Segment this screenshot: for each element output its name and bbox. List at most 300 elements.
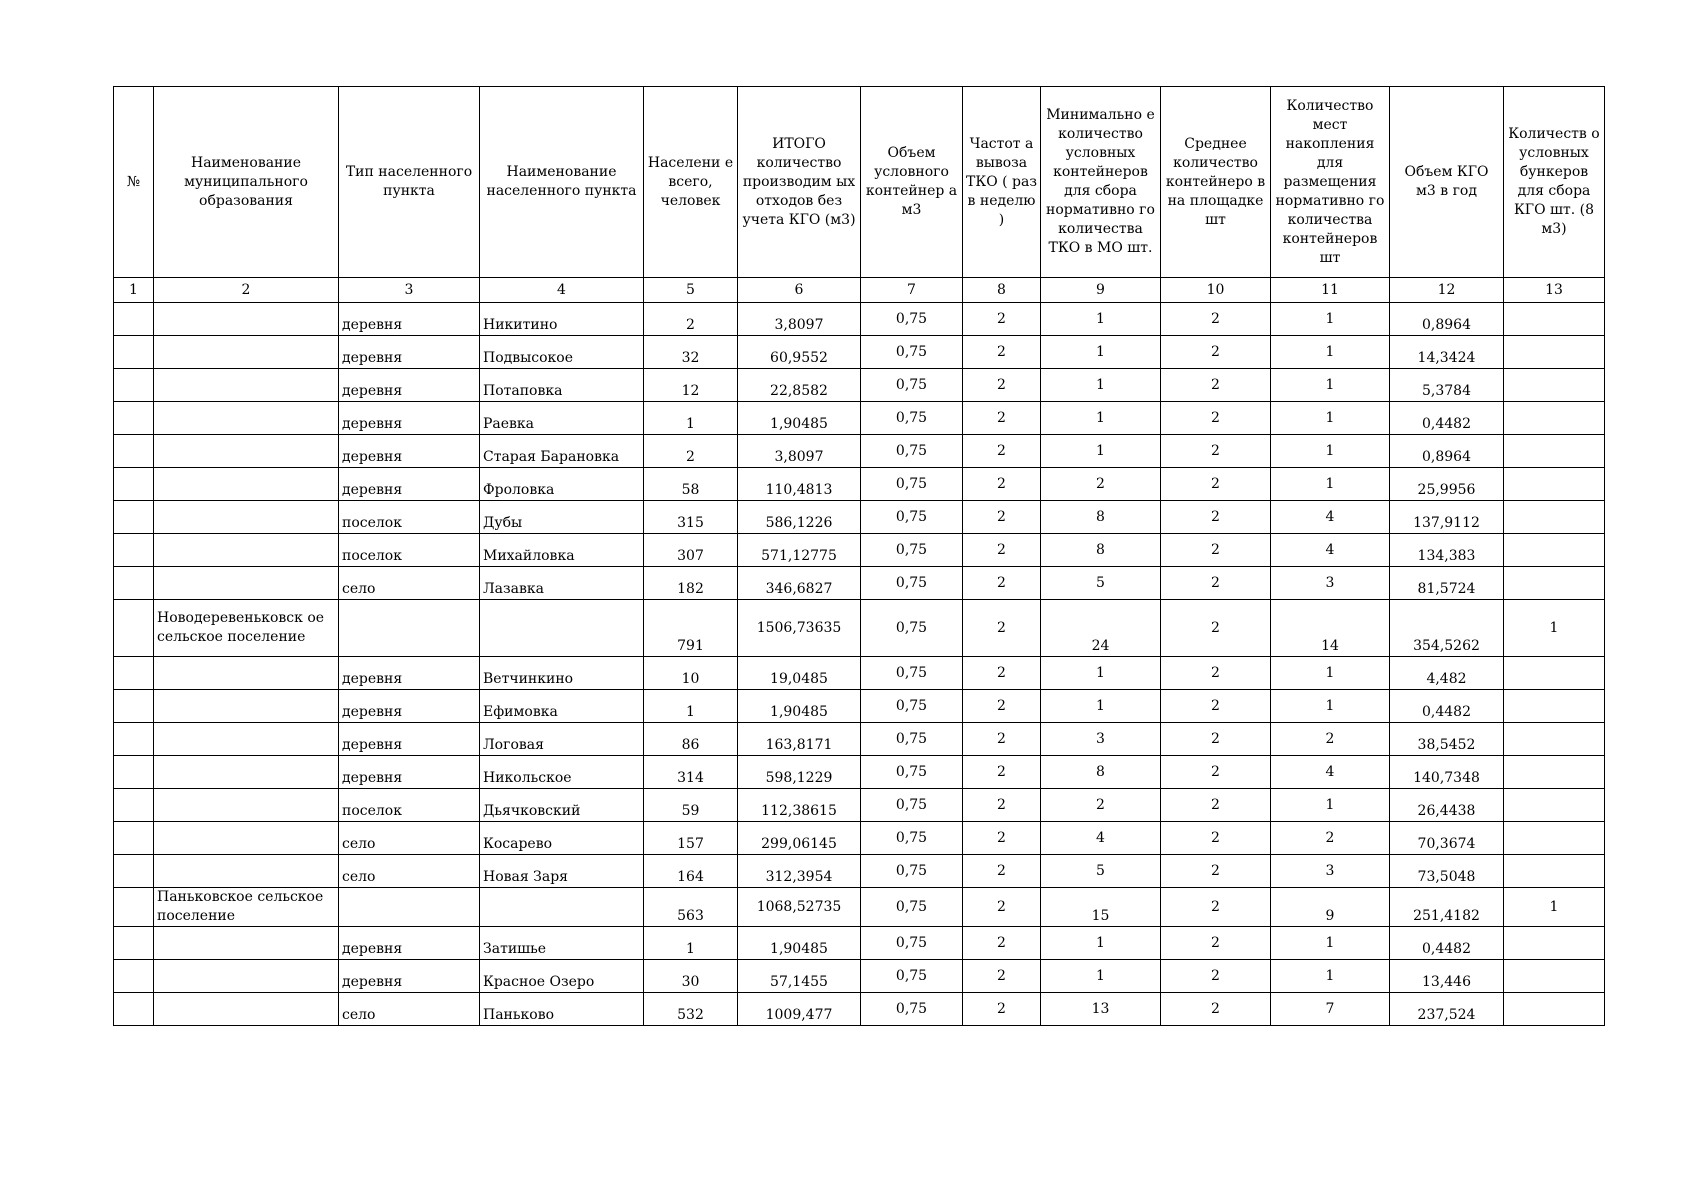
min-containers-cell: 13 (1041, 993, 1161, 1026)
waste-total-cell: 60,9552 (738, 336, 861, 369)
settlement-type-cell: село (339, 567, 480, 600)
bunkers-cell (1504, 501, 1605, 534)
row-number-cell (114, 888, 154, 927)
min-containers-cell: 2 (1041, 789, 1161, 822)
collection-frequency-cell: 2 (963, 888, 1041, 927)
bunkers-cell (1504, 534, 1605, 567)
table-row (114, 723, 1605, 756)
bunkers-cell (1504, 435, 1605, 468)
min-containers-cell: 1 (1041, 369, 1161, 402)
waste-total-cell: 1506,73635 (738, 600, 861, 657)
table-row (114, 369, 1605, 402)
settlement-type-cell: деревня (339, 369, 480, 402)
collection-sites-cell: 1 (1271, 657, 1390, 690)
min-containers-cell: 1 (1041, 435, 1161, 468)
population-cell: 2 (644, 435, 738, 468)
container-volume-cell: 0,75 (861, 336, 963, 369)
min-containers-cell: 5 (1041, 567, 1161, 600)
collection-frequency-cell: 2 (963, 369, 1041, 402)
kgo-volume-cell: 137,9112 (1390, 501, 1504, 534)
settlement-type-cell: деревня (339, 657, 480, 690)
column-number: 3 (339, 278, 480, 303)
kgo-volume-cell: 5,3784 (1390, 369, 1504, 402)
waste-total-cell: 1,90485 (738, 690, 861, 723)
bunkers-cell (1504, 336, 1605, 369)
container-volume-cell: 0,75 (861, 690, 963, 723)
collection-sites-cell: 1 (1271, 789, 1390, 822)
settlement-name-cell: Дубы (480, 501, 644, 534)
row-number-cell (114, 960, 154, 993)
settlement-type-cell: деревня (339, 303, 480, 336)
bunkers-cell (1504, 567, 1605, 600)
row-number-cell (114, 303, 154, 336)
bunkers-cell (1504, 690, 1605, 723)
container-volume-cell: 0,75 (861, 723, 963, 756)
settlement-name-cell: Никольское (480, 756, 644, 789)
settlement-name-cell: Михайловка (480, 534, 644, 567)
min-containers-cell: 1 (1041, 960, 1161, 993)
waste-total-cell: 3,8097 (738, 435, 861, 468)
settlement-name-cell: Старая Барановка (480, 435, 644, 468)
population-cell: 1 (644, 402, 738, 435)
min-containers-cell: 2 (1041, 468, 1161, 501)
avg-containers-cell: 2 (1161, 723, 1271, 756)
settlement-type-cell: село (339, 993, 480, 1026)
container-volume-cell: 0,75 (861, 468, 963, 501)
municipality-cell (154, 402, 339, 435)
table-row (114, 534, 1605, 567)
waste-total-cell: 3,8097 (738, 303, 861, 336)
column-number: 7 (861, 278, 963, 303)
municipality-cell (154, 723, 339, 756)
settlement-type-cell: деревня (339, 690, 480, 723)
row-number-cell (114, 855, 154, 888)
waste-total-cell: 19,0485 (738, 657, 861, 690)
collection-frequency-cell: 2 (963, 303, 1041, 336)
container-volume-cell: 0,75 (861, 303, 963, 336)
avg-containers-cell: 2 (1161, 657, 1271, 690)
container-volume-cell: 0,75 (861, 789, 963, 822)
population-cell: 532 (644, 993, 738, 1026)
column-header: ИТОГО количество производим ых отходов без учета КГО (м3) (738, 87, 861, 278)
min-containers-cell: 1 (1041, 402, 1161, 435)
waste-total-cell: 1068,52735 (738, 888, 861, 927)
bunkers-cell: 1 (1504, 600, 1605, 657)
municipality-cell (154, 789, 339, 822)
row-number-cell (114, 690, 154, 723)
min-containers-cell: 24 (1041, 600, 1161, 657)
min-containers-cell: 4 (1041, 822, 1161, 855)
settlement-type-cell: деревня (339, 756, 480, 789)
collection-sites-cell: 1 (1271, 927, 1390, 960)
settlement-type-cell: деревня (339, 336, 480, 369)
avg-containers-cell: 2 (1161, 789, 1271, 822)
min-containers-cell: 8 (1041, 501, 1161, 534)
population-cell: 315 (644, 501, 738, 534)
table-row (114, 303, 1605, 336)
collection-frequency-cell: 2 (963, 855, 1041, 888)
waste-total-cell: 299,06145 (738, 822, 861, 855)
municipality-cell (154, 993, 339, 1026)
municipality-cell (154, 369, 339, 402)
avg-containers-cell: 2 (1161, 435, 1271, 468)
column-number: 11 (1271, 278, 1390, 303)
settlement-type-cell: деревня (339, 927, 480, 960)
population-cell: 12 (644, 369, 738, 402)
table-row (114, 756, 1605, 789)
municipality-name-cell: Новодеревеньковск ое сельское поселение (154, 600, 339, 657)
collection-sites-cell: 1 (1271, 690, 1390, 723)
settlement-type-cell (339, 600, 480, 657)
settlement-name-cell: Раевка (480, 402, 644, 435)
kgo-volume-cell: 81,5724 (1390, 567, 1504, 600)
municipality-cell (154, 435, 339, 468)
waste-collection-table (113, 86, 1605, 1026)
column-header: Наименование населенного пункта (480, 87, 644, 278)
settlement-type-cell: деревня (339, 402, 480, 435)
collection-frequency-cell: 2 (963, 534, 1041, 567)
municipality-cell (154, 855, 339, 888)
column-header: Тип населенного пункта (339, 87, 480, 278)
collection-sites-cell: 9 (1271, 888, 1390, 927)
column-header: Объем условного контейнер а м3 (861, 87, 963, 278)
collection-frequency-cell: 2 (963, 600, 1041, 657)
settlement-name-cell: Новая Заря (480, 855, 644, 888)
row-number-cell (114, 435, 154, 468)
settlement-name-cell: Косарево (480, 822, 644, 855)
container-volume-cell: 0,75 (861, 888, 963, 927)
table-row (114, 402, 1605, 435)
column-number: 10 (1161, 278, 1271, 303)
bunkers-cell (1504, 993, 1605, 1026)
table-row (114, 567, 1605, 600)
row-number-cell (114, 993, 154, 1026)
settlement-name-cell: Ветчинкино (480, 657, 644, 690)
column-header: Наименование муниципального образования (154, 87, 339, 278)
municipality-cell (154, 468, 339, 501)
collection-frequency-cell: 2 (963, 501, 1041, 534)
column-header: Населени е всего, человек (644, 87, 738, 278)
avg-containers-cell: 2 (1161, 822, 1271, 855)
settlement-name-cell: Дьячковский (480, 789, 644, 822)
avg-containers-cell: 2 (1161, 600, 1271, 657)
column-header: Количество мест накопления для размещения нормативно го количества контейнеров шт (1271, 87, 1390, 278)
collection-sites-cell: 1 (1271, 468, 1390, 501)
waste-total-cell: 312,3954 (738, 855, 861, 888)
settlement-name-cell (480, 888, 644, 927)
population-cell: 58 (644, 468, 738, 501)
population-cell: 1 (644, 927, 738, 960)
municipality-cell (154, 303, 339, 336)
settlement-type-cell: село (339, 855, 480, 888)
avg-containers-cell: 2 (1161, 993, 1271, 1026)
column-number: 8 (963, 278, 1041, 303)
kgo-volume-cell: 38,5452 (1390, 723, 1504, 756)
waste-total-cell: 346,6827 (738, 567, 861, 600)
container-volume-cell: 0,75 (861, 927, 963, 960)
population-cell: 1 (644, 690, 738, 723)
collection-sites-cell: 14 (1271, 600, 1390, 657)
population-cell: 164 (644, 855, 738, 888)
min-containers-cell: 1 (1041, 336, 1161, 369)
column-number: 5 (644, 278, 738, 303)
kgo-volume-cell: 14,3424 (1390, 336, 1504, 369)
table-row (114, 855, 1605, 888)
collection-frequency-cell: 2 (963, 567, 1041, 600)
municipality-cell (154, 657, 339, 690)
waste-total-cell: 112,38615 (738, 789, 861, 822)
population-cell: 182 (644, 567, 738, 600)
settlement-type-cell: деревня (339, 960, 480, 993)
min-containers-cell: 1 (1041, 303, 1161, 336)
settlement-name-cell: Паньково (480, 993, 644, 1026)
waste-total-cell: 1,90485 (738, 927, 861, 960)
settlement-type-cell (339, 888, 480, 927)
avg-containers-cell: 2 (1161, 927, 1271, 960)
kgo-volume-cell: 70,3674 (1390, 822, 1504, 855)
column-number: 13 (1504, 278, 1605, 303)
bunkers-cell (1504, 402, 1605, 435)
waste-total-cell: 57,1455 (738, 960, 861, 993)
row-number-cell (114, 723, 154, 756)
settlement-name-cell: Красное Озеро (480, 960, 644, 993)
collection-sites-cell: 1 (1271, 336, 1390, 369)
column-number: 12 (1390, 278, 1504, 303)
avg-containers-cell: 2 (1161, 402, 1271, 435)
kgo-volume-cell: 354,5262 (1390, 600, 1504, 657)
municipality-cell (154, 501, 339, 534)
population-cell: 307 (644, 534, 738, 567)
collection-sites-cell: 2 (1271, 723, 1390, 756)
population-cell: 791 (644, 600, 738, 657)
bunkers-cell (1504, 822, 1605, 855)
row-number-cell (114, 927, 154, 960)
table-row (114, 501, 1605, 534)
collection-frequency-cell: 2 (963, 657, 1041, 690)
collection-sites-cell: 4 (1271, 756, 1390, 789)
row-number-cell (114, 567, 154, 600)
collection-sites-cell: 7 (1271, 993, 1390, 1026)
avg-containers-cell: 2 (1161, 501, 1271, 534)
avg-containers-cell: 2 (1161, 534, 1271, 567)
table-row (114, 993, 1605, 1026)
waste-total-cell: 110,4813 (738, 468, 861, 501)
container-volume-cell: 0,75 (861, 960, 963, 993)
container-volume-cell: 0,75 (861, 369, 963, 402)
collection-frequency-cell: 2 (963, 690, 1041, 723)
waste-total-cell: 163,8171 (738, 723, 861, 756)
min-containers-cell: 5 (1041, 855, 1161, 888)
population-cell: 10 (644, 657, 738, 690)
row-number-cell (114, 756, 154, 789)
container-volume-cell: 0,75 (861, 855, 963, 888)
column-number: 6 (738, 278, 861, 303)
collection-sites-cell: 1 (1271, 303, 1390, 336)
population-cell: 2 (644, 303, 738, 336)
kgo-volume-cell: 25,9956 (1390, 468, 1504, 501)
collection-frequency-cell: 2 (963, 435, 1041, 468)
column-number: 1 (114, 278, 154, 303)
bunkers-cell (1504, 303, 1605, 336)
avg-containers-cell: 2 (1161, 690, 1271, 723)
kgo-volume-cell: 251,4182 (1390, 888, 1504, 927)
table-row (114, 789, 1605, 822)
settlement-type-cell: поселок (339, 501, 480, 534)
settlement-type-cell: поселок (339, 789, 480, 822)
settlement-name-cell: Ефимовка (480, 690, 644, 723)
min-containers-cell: 1 (1041, 690, 1161, 723)
kgo-volume-cell: 13,446 (1390, 960, 1504, 993)
kgo-volume-cell: 4,482 (1390, 657, 1504, 690)
column-header: Объем КГО м3 в год (1390, 87, 1504, 278)
min-containers-cell: 1 (1041, 657, 1161, 690)
kgo-volume-cell: 73,5048 (1390, 855, 1504, 888)
municipality-cell (154, 960, 339, 993)
collection-sites-cell: 4 (1271, 534, 1390, 567)
municipality-cell (154, 756, 339, 789)
kgo-volume-cell: 140,7348 (1390, 756, 1504, 789)
row-number-cell (114, 789, 154, 822)
avg-containers-cell: 2 (1161, 960, 1271, 993)
avg-containers-cell: 2 (1161, 468, 1271, 501)
municipality-cell (154, 690, 339, 723)
table-row (114, 822, 1605, 855)
container-volume-cell: 0,75 (861, 822, 963, 855)
container-volume-cell: 0,75 (861, 402, 963, 435)
kgo-volume-cell: 237,524 (1390, 993, 1504, 1026)
settlement-name-cell (480, 600, 644, 657)
container-volume-cell: 0,75 (861, 600, 963, 657)
collection-frequency-cell: 2 (963, 723, 1041, 756)
collection-frequency-cell: 2 (963, 756, 1041, 789)
population-cell: 86 (644, 723, 738, 756)
population-cell: 314 (644, 756, 738, 789)
settlement-name-cell: Подвысокое (480, 336, 644, 369)
bunkers-cell (1504, 756, 1605, 789)
settlement-name-cell: Логовая (480, 723, 644, 756)
municipality-name-cell: Паньковское сельское поселение (154, 888, 339, 927)
subtotal-row (114, 600, 1605, 657)
settlement-type-cell: поселок (339, 534, 480, 567)
avg-containers-cell: 2 (1161, 336, 1271, 369)
avg-containers-cell: 2 (1161, 888, 1271, 927)
collection-sites-cell: 1 (1271, 960, 1390, 993)
collection-sites-cell: 1 (1271, 402, 1390, 435)
collection-sites-cell: 3 (1271, 567, 1390, 600)
bunkers-cell (1504, 468, 1605, 501)
collection-frequency-cell: 2 (963, 402, 1041, 435)
table-row (114, 927, 1605, 960)
settlement-type-cell: деревня (339, 435, 480, 468)
table-row (114, 435, 1605, 468)
collection-frequency-cell: 2 (963, 468, 1041, 501)
municipality-cell (154, 927, 339, 960)
collection-frequency-cell: 2 (963, 993, 1041, 1026)
settlement-name-cell: Фроловка (480, 468, 644, 501)
row-number-cell (114, 336, 154, 369)
settlement-name-cell: Затишье (480, 927, 644, 960)
min-containers-cell: 8 (1041, 534, 1161, 567)
table-row (114, 657, 1605, 690)
column-header: № (114, 87, 154, 278)
population-cell: 30 (644, 960, 738, 993)
min-containers-cell: 8 (1041, 756, 1161, 789)
settlement-name-cell: Никитино (480, 303, 644, 336)
bunkers-cell: 1 (1504, 888, 1605, 927)
header-row (114, 87, 1605, 278)
collection-frequency-cell: 2 (963, 927, 1041, 960)
avg-containers-cell: 2 (1161, 567, 1271, 600)
table-row (114, 336, 1605, 369)
kgo-volume-cell: 0,8964 (1390, 435, 1504, 468)
population-cell: 59 (644, 789, 738, 822)
column-header: Частот а вывоза ТКО ( раз в неделю ) (963, 87, 1041, 278)
min-containers-cell: 15 (1041, 888, 1161, 927)
row-number-cell (114, 369, 154, 402)
municipality-cell (154, 534, 339, 567)
collection-sites-cell: 3 (1271, 855, 1390, 888)
row-number-cell (114, 402, 154, 435)
waste-total-cell: 598,1229 (738, 756, 861, 789)
table-row (114, 960, 1605, 993)
collection-sites-cell: 1 (1271, 369, 1390, 402)
settlement-name-cell: Потаповка (480, 369, 644, 402)
waste-total-cell: 571,12775 (738, 534, 861, 567)
waste-total-cell: 1009,477 (738, 993, 861, 1026)
waste-total-cell: 22,8582 (738, 369, 861, 402)
kgo-volume-cell: 0,4482 (1390, 690, 1504, 723)
table-row (114, 690, 1605, 723)
column-number-row (114, 278, 1605, 303)
avg-containers-cell: 2 (1161, 855, 1271, 888)
column-header: Среднее количество контейнеро в на площадке шт (1161, 87, 1271, 278)
row-number-cell (114, 600, 154, 657)
column-header: Количеств о условных бункеров для сбора КГО шт. (8 м3) (1504, 87, 1605, 278)
container-volume-cell: 0,75 (861, 993, 963, 1026)
row-number-cell (114, 534, 154, 567)
avg-containers-cell: 2 (1161, 303, 1271, 336)
collection-frequency-cell: 2 (963, 960, 1041, 993)
container-volume-cell: 0,75 (861, 534, 963, 567)
kgo-volume-cell: 0,4482 (1390, 402, 1504, 435)
row-number-cell (114, 822, 154, 855)
column-number: 2 (154, 278, 339, 303)
collection-sites-cell: 2 (1271, 822, 1390, 855)
bunkers-cell (1504, 927, 1605, 960)
waste-total-cell: 1,90485 (738, 402, 861, 435)
container-volume-cell: 0,75 (861, 657, 963, 690)
population-cell: 32 (644, 336, 738, 369)
settlement-type-cell: деревня (339, 723, 480, 756)
waste-total-cell: 586,1226 (738, 501, 861, 534)
kgo-volume-cell: 0,8964 (1390, 303, 1504, 336)
settlement-name-cell: Лазавка (480, 567, 644, 600)
collection-sites-cell: 1 (1271, 435, 1390, 468)
population-cell: 563 (644, 888, 738, 927)
bunkers-cell (1504, 960, 1605, 993)
avg-containers-cell: 2 (1161, 369, 1271, 402)
municipality-cell (154, 567, 339, 600)
kgo-volume-cell: 0,4482 (1390, 927, 1504, 960)
min-containers-cell: 3 (1041, 723, 1161, 756)
column-number: 9 (1041, 278, 1161, 303)
municipality-cell (154, 822, 339, 855)
container-volume-cell: 0,75 (861, 435, 963, 468)
collection-sites-cell: 4 (1271, 501, 1390, 534)
bunkers-cell (1504, 723, 1605, 756)
kgo-volume-cell: 134,383 (1390, 534, 1504, 567)
bunkers-cell (1504, 657, 1605, 690)
